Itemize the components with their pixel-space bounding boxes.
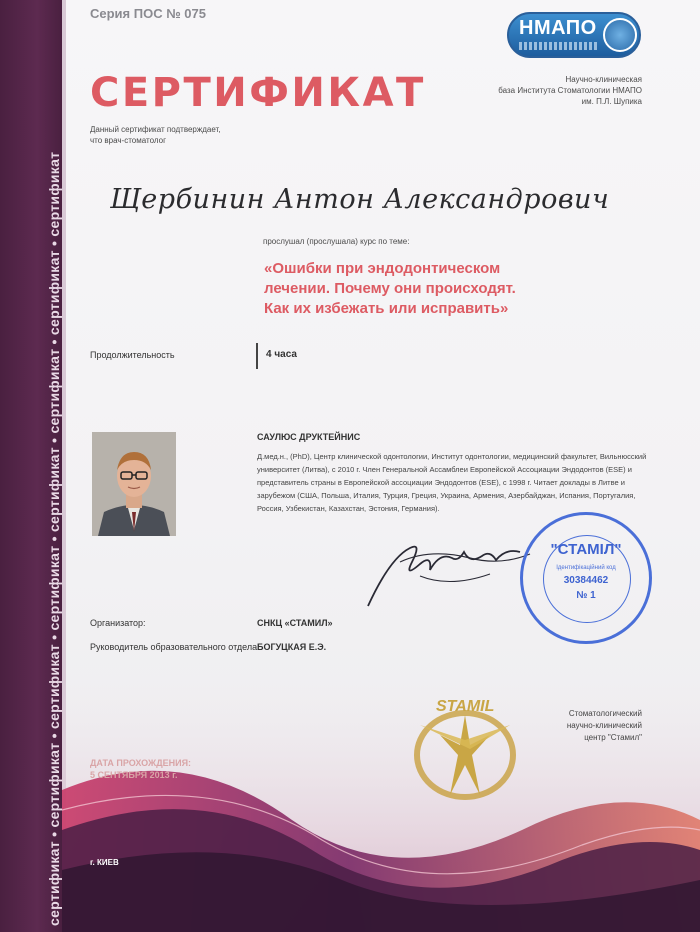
confirm-line: что врач-стоматолог [90,136,166,145]
course-topic [264,259,644,319]
organizer-value: СНКЦ «СТАМИЛ» [257,618,333,628]
topic-line: лечении. Почему они происходят. [264,280,516,297]
institute-line: Научно-клиническая [565,75,642,84]
institute-line: им. П.Л. Шупика [581,97,642,106]
center-line: центр "Стамил" [584,733,642,742]
center-info [540,708,642,744]
signature-icon [360,518,540,614]
stamil-emblem-icon [400,685,530,810]
institute-info [470,74,642,107]
lecturer-name: САУЛЮС ДРУКТЕЙНИС [257,432,361,442]
confirm-text [90,124,290,146]
side-band-text: сертификат • сертификат • сертификат • сертификат • сертификат • сертификат • сертификат • сертификат [46,151,62,926]
head-value: БОГУЦКАЯ Е.Э. [257,642,327,652]
lecturer-photo [92,432,176,536]
organizer-label: Организатор: [90,618,146,628]
topic-line: Как их избежать или исправить» [264,300,509,317]
stamp-number: № 1 [576,590,596,601]
confirm-line: Данный сертификат подтверждает, [90,125,221,134]
duration-label: Продолжительность [90,350,175,360]
official-stamp [520,512,652,644]
duration-divider [256,343,258,369]
stamp-code: 30384462 [563,575,609,586]
logo-text: НМАПО [519,17,597,39]
institute-line: база Института Стоматологии НМАПО [498,86,642,95]
duration-value: 4 часа [266,349,297,360]
stamp-name: "СТАМIЛ" [550,541,622,558]
course-intro: прослушал (прослушала) курс по теме: [263,237,410,246]
lecturer-bio: Д.мед.н., (PhD), Центр клинической одонтологии, Институт одонтологии, медицинский факультет, Вильнюсский университет (Литва), с 2010 г. Член Генеральной Ассамблеи Европейской Ассоциации Эндодонтов (ESE) и представитель страны в Европейской ассоциации Эндодонтов (ESE), с 1998 г. Читает доклады в Литве и зарубежом (США, Польша, Италия, Турция, Греция, Украина, Армения, Азербайджан, Испания, Португалия, Россия, Узбекистан, Казахстан, Эстония, Германия). [257,452,647,513]
tooth-emblem-icon [603,18,637,52]
center-line: Стоматологический [568,709,642,718]
date-label: ДАТА ПРОХОЖДЕНИЯ: [90,758,192,768]
svg-text:STAMIL: STAMIL [436,698,495,715]
logo-subtext-icon [519,42,599,50]
lecturer-portrait-icon [92,432,176,536]
stamp-code-label: Ідентифікаційний код [556,565,616,571]
topic-line: «Ошибки при эндодонтическом [264,260,501,277]
nmapo-logo [507,12,641,58]
series-number: Серия ПОС № 075 [90,6,206,21]
recipient-name: Щербинин Антон Александрович [110,184,610,215]
date-value: 5 СЕНТЯБРЯ 2013 г. [90,770,178,780]
city: г. КИЕВ [90,858,119,867]
head-label: Руководитель образовательного отдела: [90,642,260,652]
center-line: научно-клинический [566,721,642,730]
certificate-title: СЕРТИФИКАТ [90,70,426,116]
